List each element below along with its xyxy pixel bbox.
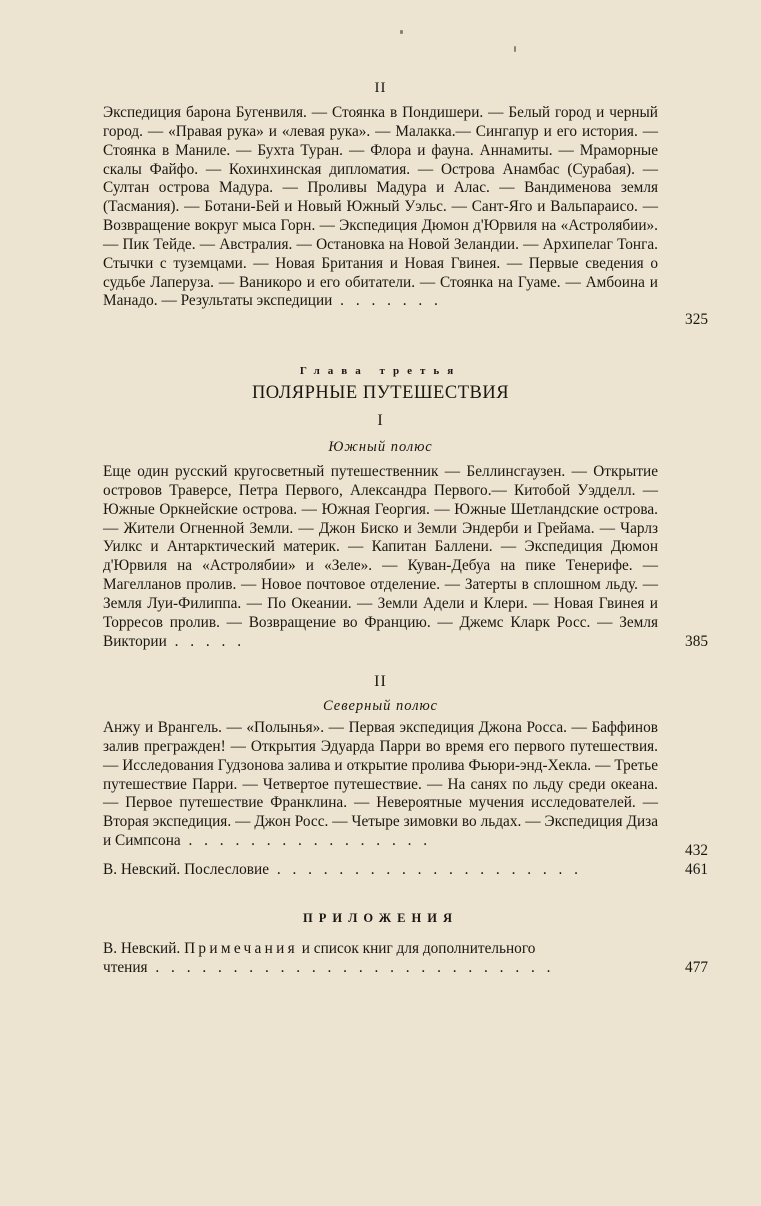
dot-leader: . . . . . . . [332, 292, 442, 310]
dot-leader: . . . . . . . . . . . . . . . . . . . . . . . . . . [147, 959, 555, 976]
chapter-label: Глава третья [299, 365, 462, 377]
entry-text: Экспедиция барона Бугенвиля. — Стоянка в Пондишери. — Белый город и черный город. — «Правая рука» и «левая рука». — Малакка.— Сингапур и его история. — Стоянка в Маниле. — Бухта Туран. — Флора и фауна. Аннамиты. — Мраморные скалы Файфо. — Кохинхинская дипломатия. — Острова Анамбас (Сурабая). — Султан острова Мадура. — Проливы Мадура и Алас. — Вандименова земля (Тасмания). — Ботани-Бей и Новый Южный Уэльс. — Сант-Яго и Вальпараисо. — Возвращение вокруг мыса Горн. — Экспедиция Дюмон д'Юрвиля на «Астролябии». — Пик Тейде. — Австралия. — Остановка на Новой Зеландии. — Архипелаг Тонга. Стычки с туземцами. — Новая Британия и Новая Гвинея. — Первые сведения о судьбе Лаперуза. — Ваникоро и его обитатели. — Стоянка на Гуаме. — Амбоина и Манадо. — Результаты экспедиции [103, 104, 658, 310]
entry-text: Еще один русский кругосветный путешественник — Беллинсгаузен. — Открытие островов Траверсе, Петра Первого, Александра Первого.— Китобой Уэдделл. — Южные Оркнейские острова. — Южная Георгия. — Южные Шетландские острова. — Жители Огненной Земли. — Джон Биско и Земли Эндерби и Грейама. — Чарлз Уилкс и Антарктический материк. — Капитан Баллени. — Экспедиция Дюмон д'Юрвиля на «Астролябии» и «Зеле». — Куван-Дебуа на пике Тенерифе. — Магелланов пролив. — Новое почтовое отделение. — Затерты в сплошном льду. — Земля Луи-Филиппа. — По Океании. — Земли Адели и Клери. — Новая Гвинея и Торресов пролив. — Возвращение во Францию. — Джемс Кларк Росс. — Земля Виктории [103, 463, 658, 650]
entry-text: В. Невский. Послесловие [103, 861, 270, 878]
page-number: 477 [685, 959, 708, 976]
dot-leader: . . . . . [166, 632, 246, 650]
page-number: 325 [685, 311, 708, 328]
section-heading-i: I [377, 412, 384, 429]
section-subtitle-north-pole: Северный полюс [322, 698, 438, 714]
chapter-title: ПОЛЯРНЫЕ ПУТЕШЕСТВИЯ [251, 383, 510, 403]
scan-speck [514, 46, 516, 52]
toc-entry-notes-line2 [103, 959, 658, 978]
toc-entry-notes [103, 940, 658, 959]
page-number: 432 [685, 842, 708, 859]
toc-entry-afterword [103, 861, 658, 880]
section-subtitle-south-pole: Южный полюс [328, 439, 433, 455]
page-number: 461 [685, 861, 708, 878]
toc-entry-south-pole [103, 463, 658, 651]
dot-leader: . . . . . . . . . . . . . . . . . . . . [269, 861, 582, 878]
entry-text: Анжу и Врангель. — «Полынья». — Первая экспедиция Джона Росса. — Баффинов залив прегражден! — Открытия Эдуарда Парри во время его первого путешествия. — Исследования Гудзонова залива и открытие пролива Фьюри-энд-Хекла. — Третье путешествие Парри. — Четвертое путешествие. — На санях по льду среди океана. — Первое путешествие Франклина. — Невероятные мучения исследователей. — Вторая экспедиция. — Джон Росс. — Четыре зимовки во льдах. — Экспедиция Диза и Симпсона [103, 719, 658, 850]
section-heading-ii-north: II [374, 673, 387, 690]
page-number: 385 [685, 633, 708, 650]
section-heading-ii: II [374, 80, 387, 96]
dot-leader: . . . . . . . . . . . . . . . . [180, 832, 432, 850]
toc-entry-north-pole [103, 719, 658, 851]
entry-spaced-word: Примечания [184, 940, 298, 957]
entry-text: и список книг для дополнительного [301, 940, 536, 957]
scan-speck [400, 30, 403, 34]
entry-author: В. Невский. [103, 940, 181, 957]
appendix-heading: ПРИЛОЖЕНИЯ [303, 911, 458, 925]
toc-entry-bougainville [103, 104, 658, 311]
entry-text: чтения [103, 959, 148, 976]
